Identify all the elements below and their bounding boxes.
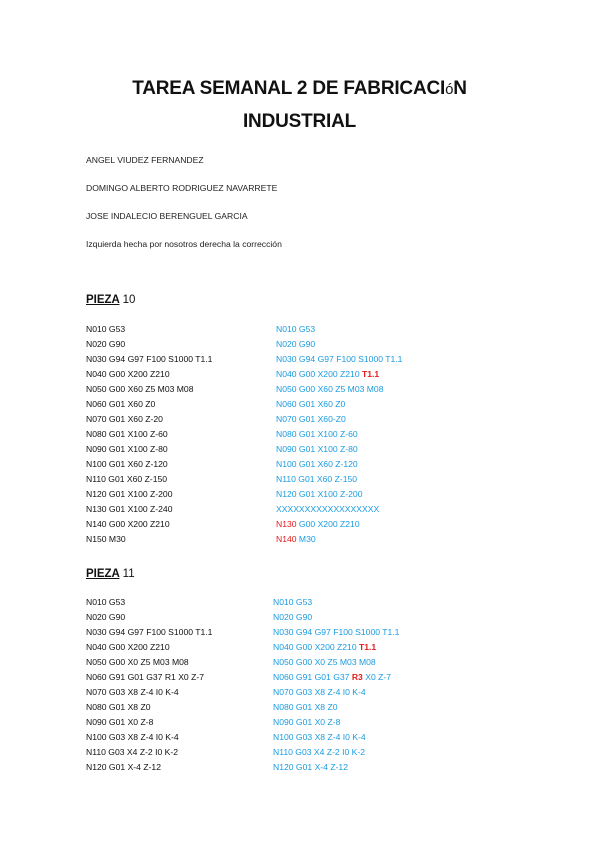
right-code: N030 G94 G97 F100 S1000 T1.1	[273, 627, 400, 637]
left-code: N110 G03 X4 Z-2 I0 K-2	[86, 747, 179, 757]
code-row	[0, 489, 599, 503]
right-code: N110 G01 X60 Z-150	[276, 474, 358, 484]
right-code: N120 G01 X100 Z-200	[276, 489, 363, 499]
left-code: N020 G90	[86, 339, 126, 349]
code-row	[0, 414, 599, 428]
document-title-line2: INDUSTRIAL	[242, 111, 357, 132]
code-row	[0, 612, 599, 626]
left-code: N120 G01 X-4 Z-12	[86, 762, 161, 772]
right-code: N080 G01 X100 Z-60	[276, 429, 358, 439]
left-code: N010 G53	[86, 324, 126, 334]
left-code: N040 G00 X200 Z210	[86, 642, 170, 652]
right-code: N010 G53	[273, 597, 313, 607]
document-title-line1	[0, 78, 599, 100]
code-row	[0, 732, 599, 746]
code-row	[0, 354, 599, 368]
title-end-char: N	[453, 78, 467, 99]
code-row	[0, 687, 599, 701]
left-code: N070 G03 X8 Z-4 I0 K-4	[86, 687, 179, 697]
code-row	[0, 672, 599, 686]
right-code-text: X0 Z-7	[362, 672, 392, 682]
right-code: N100 G01 X60 Z-120	[276, 459, 358, 469]
section-number: 11	[122, 568, 135, 580]
right-code: N120 G01 X-4 Z-12	[273, 762, 348, 772]
left-code: N010 G53	[86, 597, 126, 607]
note-text: Izquierda hecha por nosotros derecha la corrección	[86, 239, 282, 249]
code-row	[0, 369, 599, 383]
right-code: N070 G03 X8 Z-4 I0 K-4	[273, 687, 366, 697]
code-row	[0, 717, 599, 731]
code-row	[0, 702, 599, 716]
code-row	[0, 474, 599, 488]
left-code: N030 G94 G97 F100 S1000 T1.1	[86, 354, 213, 364]
renumbered-line: N140	[276, 534, 297, 544]
left-code: N080 G01 X8 Z0	[86, 702, 151, 712]
right-code: N090 G01 X100 Z-80	[276, 444, 358, 454]
right-code: N090 G01 X0 Z-8	[273, 717, 341, 727]
code-row	[0, 627, 599, 641]
author-2: DOMINGO ALBERTO RODRIGUEZ NAVARRETE	[86, 183, 278, 193]
correction-mark: T1.1	[362, 369, 380, 379]
right-code: N020 G90	[276, 339, 316, 349]
left-code: N060 G01 X60 Z0	[86, 399, 156, 409]
right-code: N080 G01 X8 Z0	[273, 702, 338, 712]
left-code: N020 G90	[86, 612, 126, 622]
right-code: N050 G00 X0 Z5 M03 M08	[273, 657, 376, 667]
code-row	[0, 459, 599, 473]
right-code-text: N060 G91 G01 G37	[273, 672, 352, 682]
right-code-text: N040 G00 X200 Z210	[276, 369, 362, 379]
section-heading-pieza-11	[86, 568, 135, 580]
title-text: TAREA SEMANAL 2 DE FABRICACI	[132, 78, 446, 99]
correction-mark: R3	[351, 672, 363, 682]
right-code-text: N040 G00 X200 Z210	[273, 642, 359, 652]
left-code: N080 G01 X100 Z-60	[86, 429, 168, 439]
right-code-deleted: XXXXXXXXXXXXXXXXXX	[276, 504, 380, 514]
left-code: N130 G01 X100 Z-240	[86, 504, 173, 514]
left-code: N100 G03 X8 Z-4 I0 K-4	[86, 732, 179, 742]
code-row	[0, 519, 599, 533]
code-row	[0, 339, 599, 353]
section-label: PIEZA	[86, 568, 120, 580]
code-row	[0, 504, 599, 518]
left-code: N070 G01 X60 Z-20	[86, 414, 163, 424]
left-code: N050 G00 X60 Z5 M03 M08	[86, 384, 194, 394]
left-code: N090 G01 X100 Z-80	[86, 444, 168, 454]
left-code: N060 G91 G01 G37 R1 X0 Z-7	[86, 672, 204, 682]
author-3: JOSE INDALECIO BERENGUEL GARCIA	[86, 211, 248, 221]
right-code	[276, 369, 379, 379]
right-code: N060 G01 X60 Z0	[276, 399, 346, 409]
code-row	[0, 399, 599, 413]
right-code-text: G00 X200 Z210	[296, 519, 360, 529]
code-row	[0, 657, 599, 671]
code-row	[0, 384, 599, 398]
right-code: N030 G94 G97 F100 S1000 T1.1	[276, 354, 403, 364]
left-code: N100 G01 X60 Z-120	[86, 459, 168, 469]
code-row	[0, 429, 599, 443]
left-code: N110 G01 X60 Z-150	[86, 474, 168, 484]
title-accent-char: ó	[445, 81, 454, 98]
right-code-text: M30	[296, 534, 316, 544]
section-number: 10	[122, 294, 136, 306]
right-code: N020 G90	[273, 612, 313, 622]
code-row	[0, 642, 599, 656]
section-heading-pieza-10	[86, 294, 135, 306]
left-code: N120 G01 X100 Z-200	[86, 489, 173, 499]
right-code: N070 G01 X60-Z0	[276, 414, 346, 424]
left-code: N090 G01 X0 Z-8	[86, 717, 154, 727]
author-1: ANGEL VIUDEZ FERNANDEZ	[86, 155, 204, 165]
left-code: N050 G00 X0 Z5 M03 M08	[86, 657, 189, 667]
renumbered-line: N130	[276, 519, 297, 529]
left-code: N030 G94 G97 F100 S1000 T1.1	[86, 627, 213, 637]
code-row	[0, 324, 599, 338]
left-code: N150 M30	[86, 534, 126, 544]
right-code: N100 G03 X8 Z-4 I0 K-4	[273, 732, 366, 742]
left-code: N140 G00 X200 Z210	[86, 519, 170, 529]
right-code	[276, 519, 360, 529]
code-row	[0, 762, 599, 776]
code-row	[0, 444, 599, 458]
left-code: N040 G00 X200 Z210	[86, 369, 170, 379]
right-code: N050 G00 X60 Z5 M03 M08	[276, 384, 384, 394]
right-code: N010 G53	[276, 324, 316, 334]
right-code	[273, 672, 391, 682]
correction-mark: T1.1	[359, 642, 377, 652]
right-code	[276, 534, 316, 544]
section-label: PIEZA	[86, 294, 120, 306]
code-row	[0, 747, 599, 761]
right-code	[273, 642, 376, 652]
code-row	[0, 534, 599, 548]
right-code: N110 G03 X4 Z-2 I0 K-2	[273, 747, 366, 757]
code-row	[0, 597, 599, 611]
